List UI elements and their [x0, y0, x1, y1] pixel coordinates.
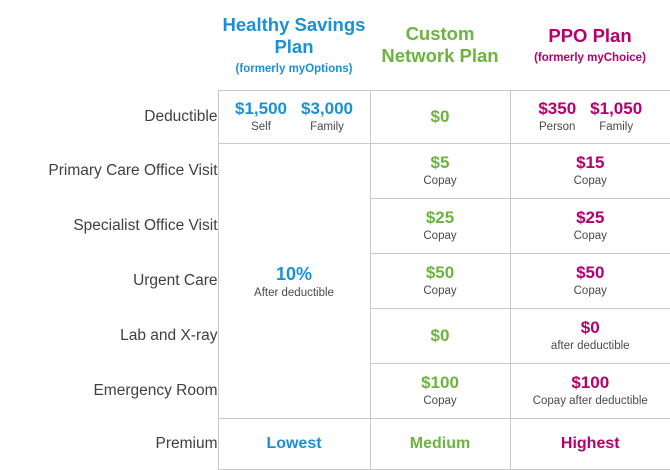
- cell-value: $50: [425, 262, 455, 282]
- cell-value: $25: [576, 207, 605, 227]
- row-label: Premium: [155, 435, 218, 452]
- column-header-custom-network-plan: [370, 0, 510, 91]
- cell-note: Copay: [423, 285, 457, 298]
- cell-cnp-primary-care: [370, 144, 510, 199]
- column-header-subtitle: (formerly myOptions): [235, 62, 353, 75]
- cell-ppo-specialist: [510, 199, 670, 254]
- cell-value: $100: [421, 372, 459, 392]
- cell-note: Copay: [423, 230, 457, 243]
- cell-value: $100: [571, 372, 610, 392]
- cell-cnp-premium: Medium: [370, 419, 510, 470]
- column-header-subtitle: (formerly myChoice): [534, 51, 646, 64]
- cell-note: Self: [251, 121, 271, 134]
- cell-note: Copay: [573, 285, 607, 298]
- cell-value: $1,050: [590, 98, 643, 118]
- cell-part-self: [235, 99, 287, 135]
- cell-ppo-premium: Highest: [510, 419, 670, 470]
- column-header-title: Healthy Savings Plan: [222, 13, 366, 57]
- column-header-title: Custom Network Plan: [381, 23, 499, 66]
- cell-hsp-coinsurance-merged: [218, 144, 370, 419]
- cell-ppo-deductible: [510, 91, 670, 144]
- row-label: Emergency Room: [93, 382, 218, 399]
- cell-hsp-deductible: [218, 91, 370, 144]
- row-label: Primary Care Office Visit: [48, 162, 218, 179]
- row-label: Urgent Care: [133, 272, 218, 289]
- cell-value: $15: [576, 152, 605, 172]
- cell-value: $1,500: [235, 98, 287, 118]
- column-header-ppo-plan: [510, 0, 670, 91]
- cell-ppo-emergency-room: [510, 364, 670, 419]
- cell-cnp-emergency-room: [370, 364, 510, 419]
- cell-value: $25: [425, 207, 455, 227]
- cell-value: $5: [430, 152, 450, 172]
- table-header-row: [0, 0, 670, 91]
- cell-cnp-specialist: [370, 199, 510, 254]
- cell-ppo-urgent-care: [510, 254, 670, 309]
- cell-value: $50: [576, 262, 605, 282]
- cell-part-family: [590, 99, 642, 135]
- cell-cnp-urgent-care: [370, 254, 510, 309]
- column-header-healthy-savings-plan: [218, 0, 370, 91]
- cell-hsp-premium: Lowest: [218, 419, 370, 470]
- cell-note: Copay: [573, 175, 607, 188]
- cell-note: After deductible: [254, 286, 334, 299]
- cell-note: Copay: [423, 395, 457, 408]
- column-header-title: PPO Plan: [548, 24, 632, 46]
- cell-note: Person: [539, 121, 576, 134]
- row-label: Specialist Office Visit: [73, 217, 218, 234]
- cell-part-person: [538, 99, 576, 135]
- cell-note: after deductible: [550, 340, 630, 353]
- cell-ppo-lab-xray: [510, 309, 670, 364]
- cell-value: $0: [430, 325, 450, 345]
- cell-note: Family: [599, 121, 634, 134]
- cell-cnp-deductible: [370, 91, 510, 144]
- table-row-primary-care-office-visit: [0, 144, 670, 199]
- cell-note: Copay: [573, 230, 607, 243]
- cell-note: Copay after deductible: [532, 395, 648, 408]
- cell-value: $0: [430, 106, 450, 126]
- cell-cnp-lab-xray: [370, 309, 510, 364]
- cell-value: 10%: [275, 263, 313, 284]
- table-row-deductible: [0, 91, 670, 144]
- row-label: Lab and X-ray: [120, 327, 218, 344]
- cell-ppo-primary-care: [510, 144, 670, 199]
- header-empty-corner: [0, 0, 218, 91]
- cell-value: $350: [538, 98, 577, 118]
- cell-note: Copay: [423, 175, 457, 188]
- cell-note: Family: [310, 121, 344, 134]
- cell-value: $3,000: [301, 98, 353, 118]
- table-row-premium: [0, 419, 670, 470]
- row-label: Deductible: [144, 108, 218, 125]
- cell-part-family: [301, 99, 353, 135]
- cell-value: $0: [580, 317, 600, 337]
